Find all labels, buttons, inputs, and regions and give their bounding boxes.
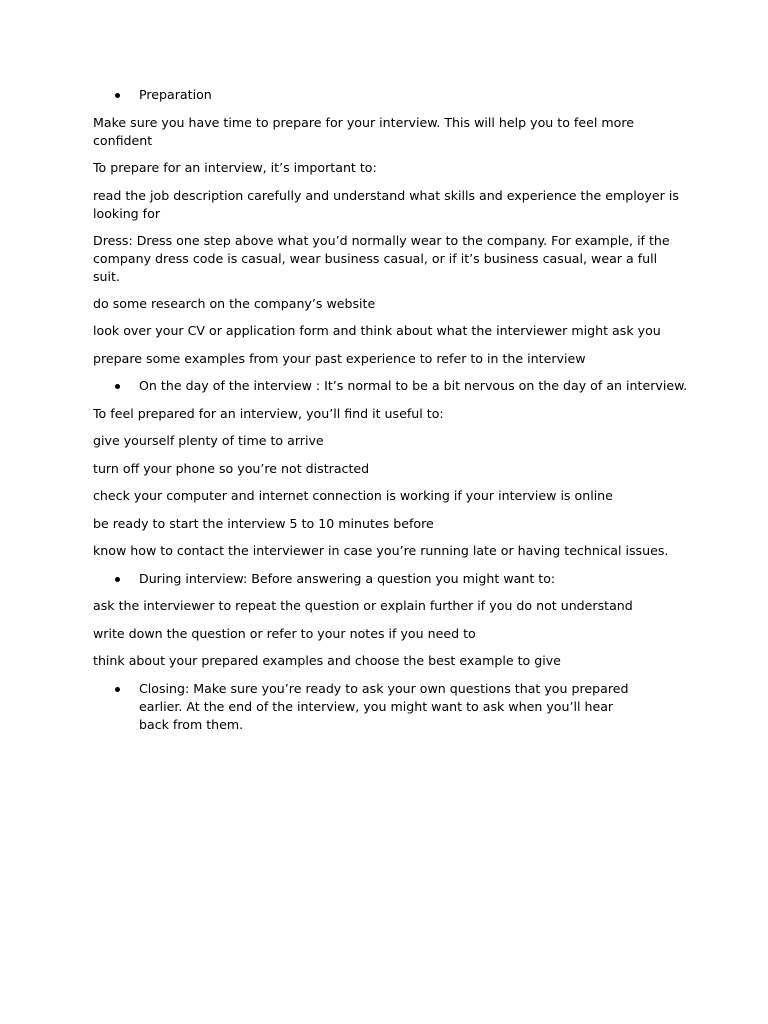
paragraph (93, 597, 693, 615)
bullet-item-during-interview (93, 570, 693, 588)
bullet-item-closing (93, 680, 639, 734)
paragraph (93, 232, 683, 286)
paragraph (93, 432, 693, 450)
paragraph-text: look over your CV or application form and think about what the interviewer might ask you (93, 323, 661, 338)
paragraph-text: think about your prepared examples and choose the best example to give (93, 653, 561, 668)
document-body (93, 86, 693, 743)
bullet-item-day-of-interview (93, 377, 693, 395)
bullet-text: Preparation (139, 87, 212, 102)
paragraph-text: write down the question or refer to your notes if you need to (93, 625, 476, 641)
paragraph (93, 515, 693, 533)
bullet-dot-icon (115, 577, 120, 582)
bullet-dot-icon (115, 93, 120, 98)
bullet-text: During interview: Before answering a question you might want to: (139, 570, 556, 586)
paragraph-text: Make sure you have time to prepare for your interview. This will help you to feel more confident (93, 114, 634, 148)
paragraph-text: be ready to start the interview 5 to 10 minutes before (93, 515, 434, 531)
paragraph (93, 542, 693, 560)
paragraph-text: do some research on the company’s website (93, 295, 376, 311)
paragraph-text: turn off your phone so you’re not distracted (93, 460, 370, 476)
paragraph-text: ask the interviewer to repeat the question or explain further if you do not understand (93, 598, 633, 613)
paragraph (93, 322, 693, 340)
paragraph-text: To prepare for an interview, it’s important to: (93, 160, 377, 175)
bullet-text: On the day of the interview : It’s normal to be a bit nervous on the day of an interview. (139, 378, 688, 393)
paragraph (93, 187, 683, 223)
paragraph (93, 652, 693, 670)
bullet-dot-icon (115, 384, 120, 389)
paragraph (93, 487, 693, 505)
paragraph-text: read the job description carefully and understand what skills and experience the employer is looking for (93, 187, 679, 221)
paragraph (93, 350, 693, 368)
paragraph (93, 159, 693, 177)
bullet-dot-icon (115, 687, 120, 692)
paragraph (93, 295, 693, 313)
paragraph (93, 405, 693, 423)
bullet-text: Closing: Make sure you’re ready to ask your own questions that you prepared earlier. At the end of the interview, you might want to ask when you’ll hear back from them. (139, 680, 629, 732)
paragraph-text: know how to contact the interviewer in case you’re running late or having technical issues. (93, 543, 669, 558)
paragraph-text: give yourself plenty of time to arrive (93, 433, 324, 448)
paragraph-text: To feel prepared for an interview, you’ll find it useful to: (93, 405, 444, 421)
paragraph (93, 625, 693, 643)
bullet-item-preparation (93, 86, 693, 104)
paragraph (93, 460, 693, 478)
paragraph (93, 114, 693, 150)
paragraph-text: prepare some examples from your past experience to refer to in the interview (93, 350, 586, 366)
paragraph-text: Dress: Dress one step above what you’d normally wear to the company. For example, if the company dress code is casual, wear business casual, or if it’s business casual, wear a full suit. (93, 232, 670, 284)
paragraph-text: check your computer and internet connection is working if your interview is online (93, 488, 613, 503)
